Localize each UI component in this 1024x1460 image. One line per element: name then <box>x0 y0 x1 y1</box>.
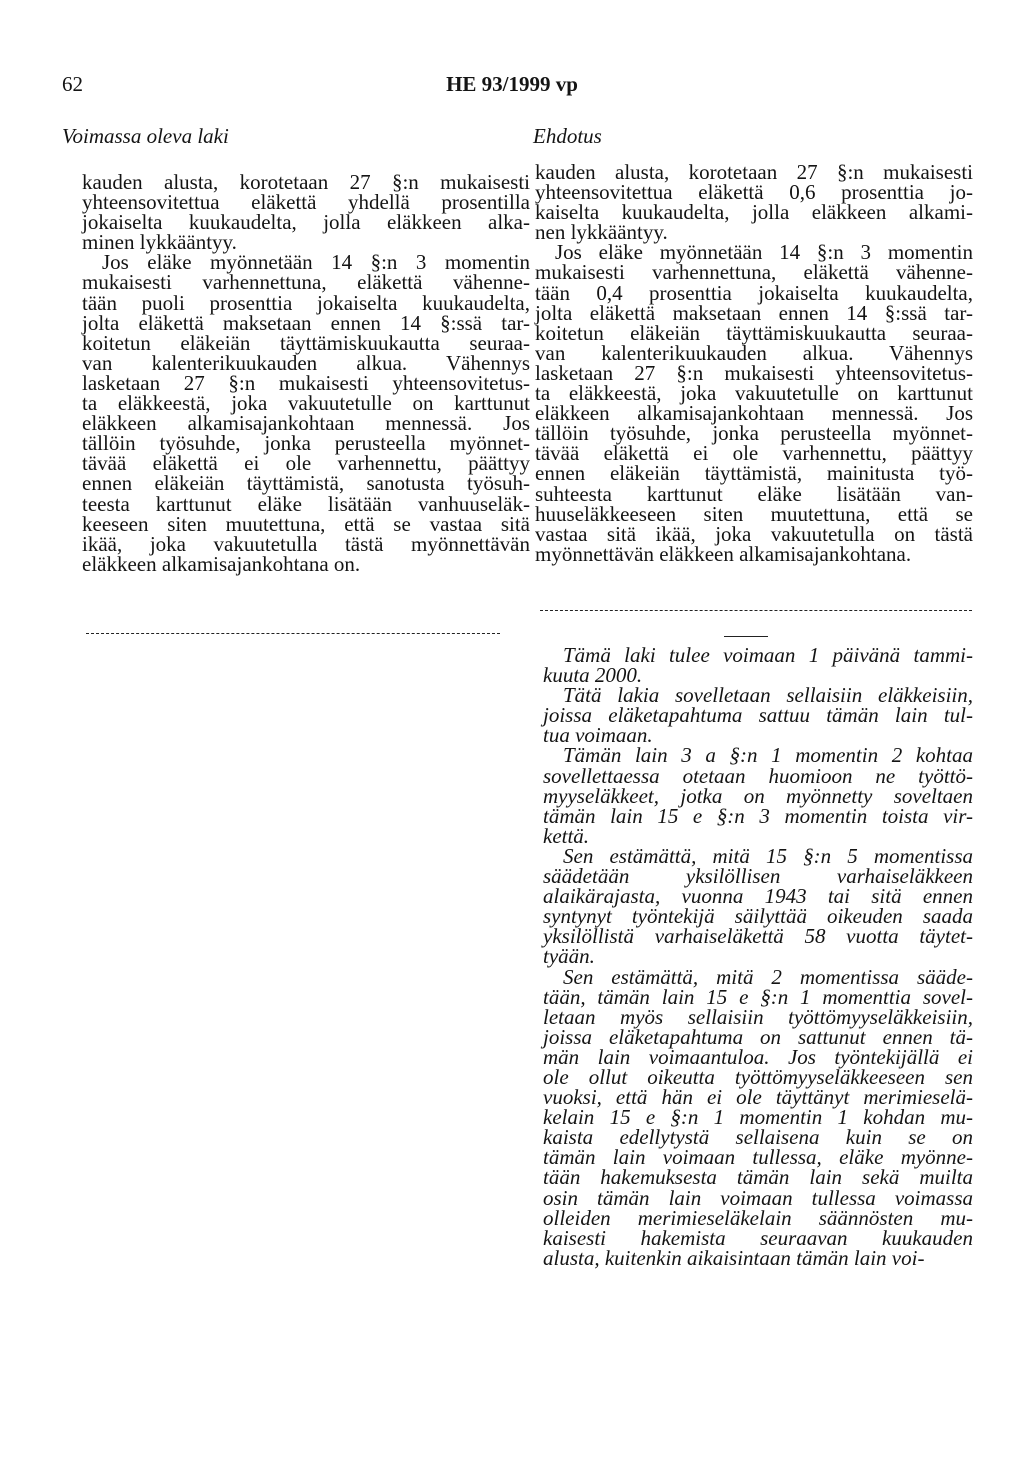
text-line: minen lykkääntyy. <box>82 230 237 255</box>
text-line: huuseläkkeeseen siten muutettuna, että se <box>535 501 973 526</box>
page-number: 62 <box>62 72 83 96</box>
text-line: syntynyt työntekijä säilyttää oikeuden saada <box>543 904 973 929</box>
section-separator-rule <box>724 636 768 637</box>
text-line: Tämän lain 3 a §:n 1 momentin 2 kohtaa <box>563 743 973 768</box>
text-line: Tätä lakia sovelletaan sellaisiin eläkkeisiin, <box>563 683 973 708</box>
text-line: eläkkeen alkamisajankohtaan mennessä. Jos <box>82 411 530 436</box>
text-line: tään, tämän lain 15 e §:n 1 momenttia sovel- <box>543 984 973 1009</box>
text-line: mukaisesti varhennettuna, eläkettä vähenne- <box>535 260 973 285</box>
text-line: teesta karttunut eläke lisätään vanhuuseläk- <box>82 491 530 516</box>
text-line: vuoksi, että hän ei ole täyttänyt merimieselä- <box>543 1085 973 1110</box>
text-line: tämän lain 15 e §:n 3 momentin toista vir- <box>543 803 973 828</box>
text-line: tään hakemuksesta tämän lain sekä muilta <box>543 1165 973 1190</box>
text-line: eläkkeen alkamisajankohtaan mennessä. Jos <box>535 401 973 426</box>
text-line: säädetään yksilöllisen varhaiseläkkeen <box>543 864 973 889</box>
text-line: lasketaan 27 §:n mukaisesti yhteensovitetus- <box>535 360 973 385</box>
text-line: koitetun eläkeiän täyttämiskuukautta seuraa- <box>535 320 973 345</box>
text-line: myönnettävän eläkkeen alkamisajankohtana. <box>535 541 912 566</box>
text-line: kelain 15 e §:n 1 momentin 1 kohdan mu- <box>543 1105 973 1130</box>
left-dashed-rule <box>86 633 500 634</box>
text-line: kaista edellytystä sellaisena kuin se on <box>543 1125 973 1150</box>
text-line: yksilöllistä varhaiseläkettä 58 vuotta täytet- <box>543 924 973 949</box>
text-line: alaikärajasta, vuonna 1943 tai sitä ennen <box>543 884 973 909</box>
italic-transition-provisions <box>543 645 973 1268</box>
left-column-text <box>82 172 530 574</box>
text-line: ennen eläkeiän täyttämistä, mainitusta työ- <box>535 461 973 486</box>
text-line: osin tämän lain voimaan tullessa voimassa <box>543 1185 973 1210</box>
text-line: tällöin työsuhde, jonka perusteella myönnet- <box>535 421 973 446</box>
text-line: olleiden merimieseläkelain säännösten mu- <box>543 1205 973 1230</box>
text-line: sovellettaessa otetaan huomioon ne työttö- <box>543 763 973 788</box>
text-line: tua voimaan. <box>543 723 653 748</box>
text-line: kuuta 2000. <box>543 663 643 688</box>
text-line: nen lykkääntyy. <box>535 220 668 245</box>
text-line: jolta eläkettä maksetaan ennen 14 §:ssä tar- <box>82 310 530 335</box>
text-line: letaan myös sellaisiin työttömyyseläkkeisiin, <box>543 1004 973 1029</box>
text-line: yhteensovitettua eläkettä yhdellä prosentilla <box>82 190 530 215</box>
text-line: kauden alusta, korotetaan 27 §:n mukaisesti <box>82 170 530 194</box>
text-line: van kalenterikuukauden alkua. Vähennys <box>82 350 530 375</box>
text-line: Jos eläke myönnetään 14 §:n 3 momentin <box>555 240 973 265</box>
text-line: mukaisesti varhennettuna, eläkettä vähenne- <box>82 270 530 295</box>
text-line: kaiselta kuukaudelta, jolla eläkkeen alkami- <box>535 200 973 225</box>
text-line: koitetun eläkeiän täyttämiskuukautta seuraa- <box>82 330 530 355</box>
text-line: kauden alusta, korotetaan 27 §:n mukaisesti <box>535 160 973 184</box>
text-line: eläkkeen alkamisajankohtana on. <box>82 551 361 576</box>
text-line: tyään. <box>543 944 595 969</box>
text-line: tämän lain voimaan tullessa, eläke myönne- <box>543 1145 973 1170</box>
text-line: män lain voimaantuloa. Jos työntekijällä ei <box>543 1044 973 1069</box>
text-line: Jos eläke myönnetään 14 §:n 3 momentin <box>102 250 530 275</box>
text-line: ole ollut oikeutta työttömyyseläkkeeseen sen <box>543 1064 973 1089</box>
left-column-heading: Voimassa oleva laki <box>62 124 229 148</box>
right-column-heading: Ehdotus <box>533 124 602 148</box>
text-line: joissa eläketapahtuma sattuu tämän lain tul- <box>543 703 973 728</box>
text-line: ennen eläkeiän täyttämistä, sanotusta työsuh- <box>82 471 530 496</box>
text-line: lasketaan 27 §:n mukaisesti yhteensovitetus- <box>82 370 530 395</box>
text-line: tävää eläkettä ei ole varhennettu, päättyy <box>535 441 973 466</box>
text-line: joissa eläketapahtuma on sattunut ennen tä- <box>543 1024 973 1049</box>
text-line: tään puoli prosenttia jokaiselta kuukaudelta, <box>82 290 530 315</box>
text-line: keeseen siten muutettuna, että se vastaa sitä <box>82 511 530 536</box>
text-line: Tämä laki tulee voimaan 1 päivänä tammi- <box>563 643 973 667</box>
text-line: jokaiselta kuukaudelta, jolla eläkkeen alka- <box>82 210 530 235</box>
text-line: suhteesta karttunut eläke lisätään van- <box>535 481 973 506</box>
text-line: yhteensovitettua eläkettä 0,6 prosenttia jo- <box>535 180 973 205</box>
text-line: Sen estämättä, mitä 2 momentissa sääde- <box>563 964 973 989</box>
text-line: tään 0,4 prosenttia jokaiselta kuukaudelta, <box>535 280 973 305</box>
text-line: myyseläkkeet, jotka on myönnetty soveltaen <box>543 783 973 808</box>
right-dashed-rule <box>540 610 972 611</box>
text-line: kettä. <box>543 823 590 848</box>
text-line: ta eläkkeestä, joka vakuutetulle on karttunut <box>82 391 530 416</box>
text-line: alusta, kuitenkin aikaisintaan tämän lain voi- <box>543 1245 925 1270</box>
text-line: ikää, joka vakuutetulla tästä myönnettävän <box>82 531 530 556</box>
text-line: ta eläkkeestä, joka vakuutetulle on karttunut <box>535 381 973 406</box>
text-line: van kalenterikuukauden alkua. Vähennys <box>535 340 973 365</box>
text-line: tällöin työsuhde, jonka perusteella myönnet- <box>82 431 530 456</box>
text-line: vastaa sitä ikää, joka vakuutetulla on tästä <box>535 521 973 546</box>
text-line: kaisesti hakemista seuraavan kuukauden <box>543 1225 973 1250</box>
text-line: jolta eläkettä maksetaan ennen 14 §:ssä tar- <box>535 300 973 325</box>
document-id: HE 93/1999 vp <box>446 72 578 96</box>
text-line: Sen estämättä, mitä 15 §:n 5 momentissa <box>563 843 973 868</box>
right-column-text <box>535 162 973 564</box>
text-line: tävää eläkettä ei ole varhennettu, päättyy <box>82 451 530 476</box>
